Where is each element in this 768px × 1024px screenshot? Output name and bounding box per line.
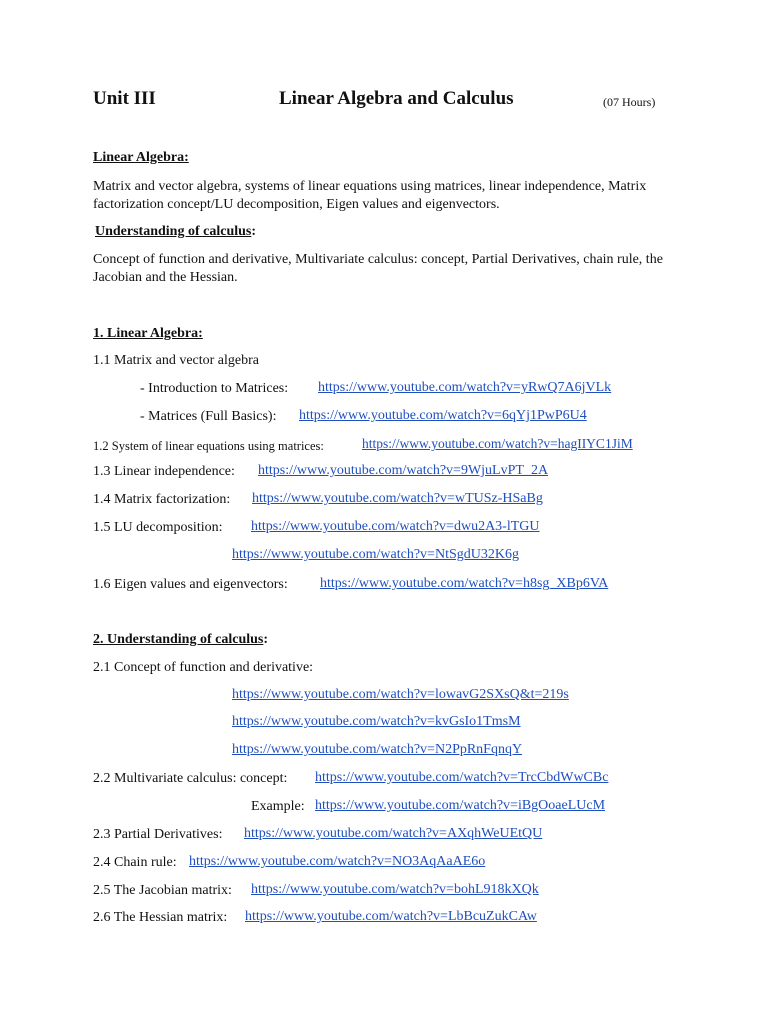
section2-6-label: 2.6 The Hessian matrix: [93, 910, 228, 925]
section2-6-link[interactable]: https://www.youtube.com/watch?v=LbBcuZukCAw [245, 909, 537, 924]
section2-5-label: 2.5 The Jacobian matrix: [93, 883, 232, 898]
section1-3-link[interactable]: https://www.youtube.com/watch?v=9WjuLvPT_2A [258, 463, 549, 478]
section2-1-link-2[interactable]: https://www.youtube.com/watch?v=kvGsIo1TmsM [232, 714, 521, 729]
section1-6-link[interactable]: https://www.youtube.com/watch?v=h8sg_XBp6VA [320, 576, 609, 591]
full-basics-label: - Matrices (Full Basics): [140, 409, 277, 424]
calculus-heading [95, 223, 256, 241]
section2-1-label: 2.1 Concept of function and derivative: [93, 660, 314, 675]
unit-label: Unit III [93, 88, 156, 109]
section2-4-link[interactable]: https://www.youtube.com/watch?v=NO3AqAaAE6o [189, 854, 486, 869]
section1-4-label: 1.4 Matrix factorization: [93, 492, 231, 507]
section2-2-label: 2.2 Multivariate calculus: concept: [93, 771, 288, 786]
section1-3-label: 1.3 Linear independence: [93, 464, 235, 479]
intro-matrices-label: - Introduction to Matrices: [140, 381, 289, 396]
example-label: Example: [251, 799, 305, 814]
section1-heading: 1. Linear Algebra: [93, 326, 203, 341]
section2-4-label: 2.4 Chain rule: [93, 855, 177, 870]
section1-5-link[interactable]: https://www.youtube.com/watch?v=dwu2A3-lTGU [251, 519, 540, 534]
example-link[interactable]: https://www.youtube.com/watch?v=iBgOoaeLUcM [315, 798, 606, 813]
linear-algebra-heading: Linear Algebra: [93, 150, 189, 165]
calculus-heading-colon: : [251, 224, 257, 239]
section2-3-link[interactable]: https://www.youtube.com/watch?v=AXqhWeUEtQU [244, 826, 543, 841]
calculus-description: Concept of function and derivative, Multivariate calculus: concept, Partial Derivatives, chain rule, the Jacobian and the Hessian. [93, 252, 663, 285]
intro-matrices-link[interactable]: https://www.youtube.com/watch?v=yRwQ7A6jVLk [318, 380, 612, 395]
section1-2-link[interactable]: https://www.youtube.com/watch?v=hagIIYC1JiM [362, 436, 633, 451]
section1-4-link[interactable]: https://www.youtube.com/watch?v=wTUSz-HSaBg [252, 491, 543, 506]
section1-1-label: 1.1 Matrix and vector algebra [93, 353, 259, 368]
section2-5-link[interactable]: https://www.youtube.com/watch?v=bohL918kXQk [251, 882, 539, 897]
hours-label: (07 Hours) [603, 95, 656, 109]
section1-2-label: 1.2 System of linear equations using matrices: [93, 439, 324, 453]
section2-2-link[interactable]: https://www.youtube.com/watch?v=TrcCbdWwCBc [315, 770, 609, 785]
full-basics-link[interactable]: https://www.youtube.com/watch?v=6qYj1PwP6U4 [299, 408, 587, 423]
linear-algebra-description: Matrix and vector algebra, systems of linear equations using matrices, linear independence, Matrix factorization concept/LU decomposition, Eigen values and eigenvectors. [93, 179, 647, 212]
section1-5-label: 1.5 LU decomposition: [93, 520, 223, 535]
section1-5-link-2[interactable]: https://www.youtube.com/watch?v=NtSgdU32K6g [232, 547, 519, 562]
page-title: Linear Algebra and Calculus [279, 88, 514, 109]
section1-6-label: 1.6 Eigen values and eigenvectors: [93, 577, 288, 592]
calculus-heading-text: Understanding of calculus [95, 224, 252, 239]
section2-3-label: 2.3 Partial Derivatives: [93, 827, 223, 842]
section2-heading [93, 631, 268, 649]
section2-heading-text: 2. Understanding of calculus [93, 632, 264, 647]
section2-heading-colon: : [263, 632, 269, 647]
section2-1-link-1[interactable]: https://www.youtube.com/watch?v=lowavG2SXsQ&t=219s [232, 687, 569, 702]
section2-1-link-3[interactable]: https://www.youtube.com/watch?v=N2PpRnFqnqY [232, 742, 523, 757]
